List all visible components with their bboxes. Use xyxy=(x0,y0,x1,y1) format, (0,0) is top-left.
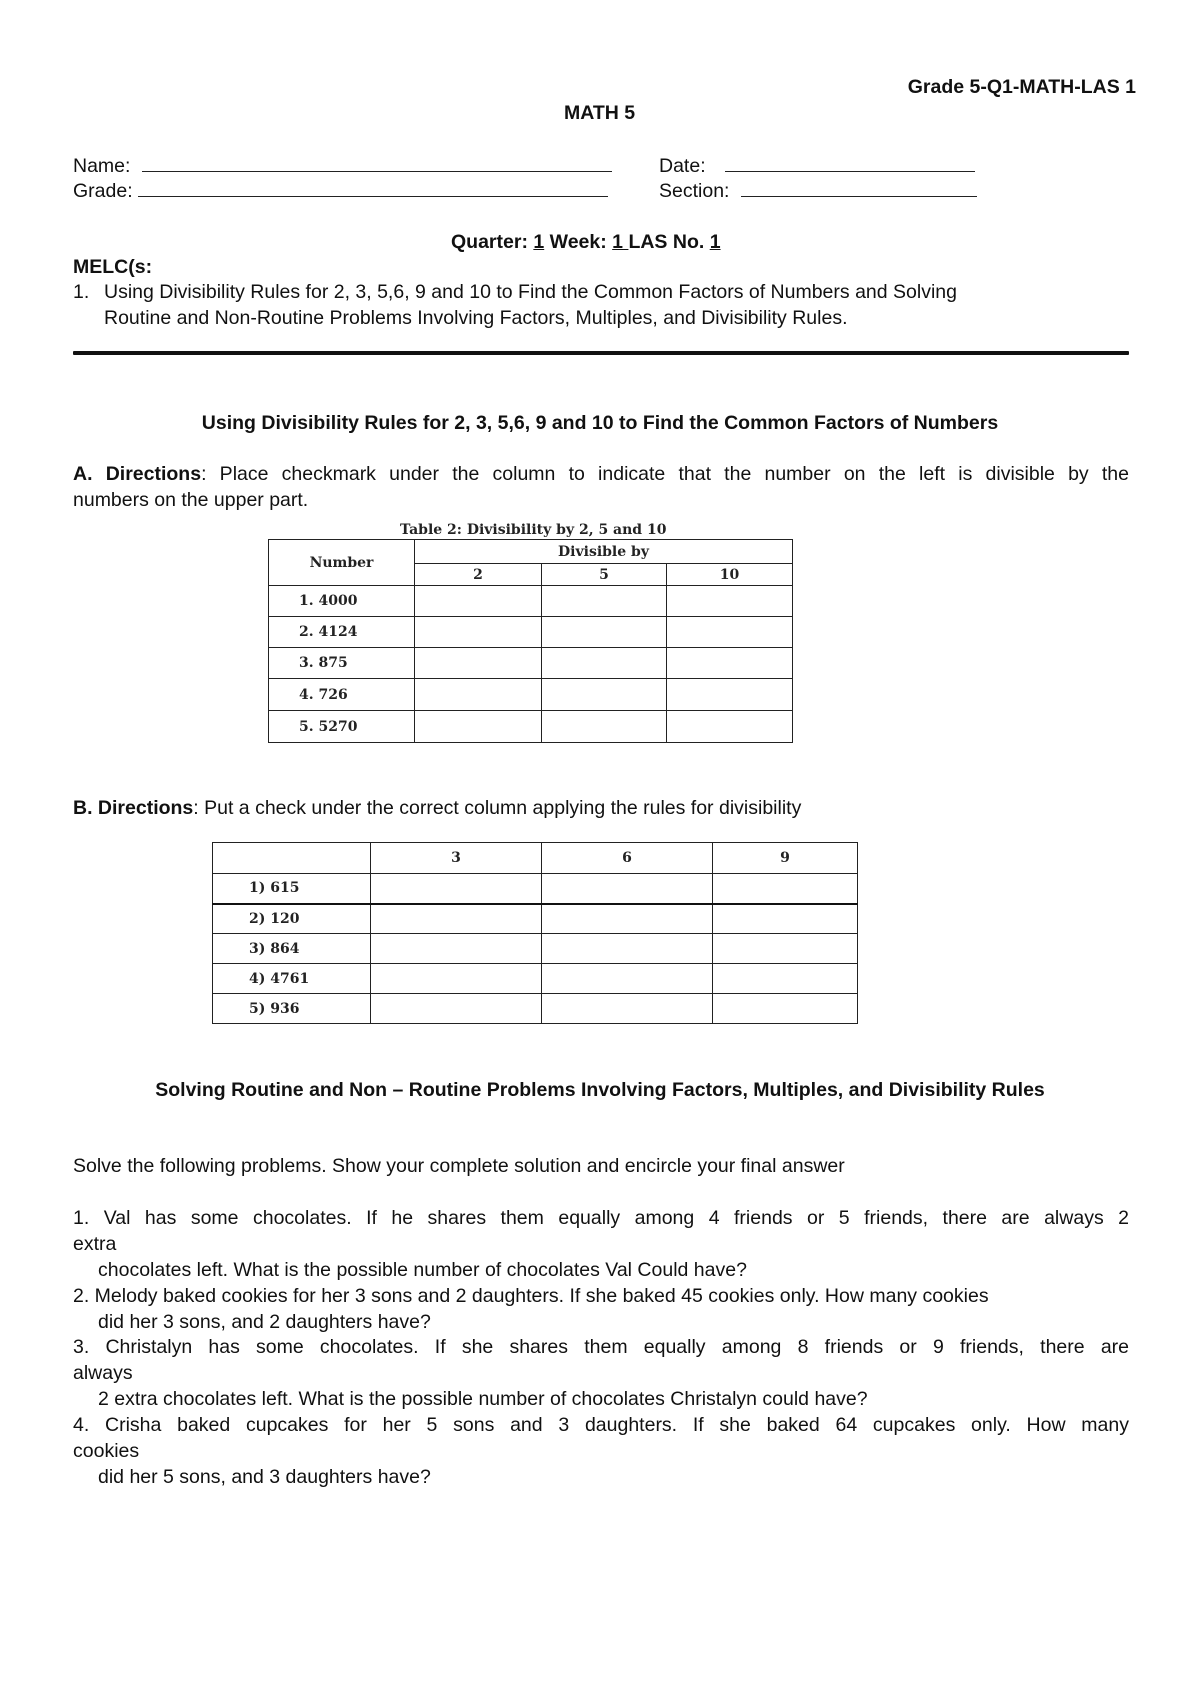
check-cell[interactable] xyxy=(371,964,542,994)
check-cell[interactable] xyxy=(542,874,713,904)
directions-a-label: A. Directions xyxy=(73,463,202,485)
subject-title: MATH 5 xyxy=(564,102,636,124)
name-label: Name: xyxy=(73,155,131,177)
table1-row-label: 1. 4000 xyxy=(269,586,415,617)
check-cell[interactable] xyxy=(371,874,542,904)
table1-row-label: 5. 5270 xyxy=(269,711,415,743)
directions-b xyxy=(73,795,801,821)
problems-instruction: Solve the following problems. Show your complete solution and encircle your final answer xyxy=(73,1155,845,1177)
problem-1-line2: extra xyxy=(73,1233,117,1255)
melc-item-number: 1. xyxy=(73,281,90,303)
grade-label: Grade: xyxy=(73,180,133,202)
check-cell[interactable] xyxy=(542,648,667,679)
table2-corner xyxy=(213,843,371,874)
problem-4-line1: 4. Crisha baked cupcakes for her 5 sons and 3 daughters. If she baked 64 cupcakes only. How many xyxy=(73,1414,1129,1436)
directions-b-label: B. Directions xyxy=(73,797,194,819)
check-cell[interactable] xyxy=(371,904,542,934)
check-cell[interactable] xyxy=(542,711,667,743)
check-cell[interactable] xyxy=(713,874,858,904)
check-cell[interactable] xyxy=(542,679,667,711)
check-cell[interactable] xyxy=(667,711,793,743)
problem-4-line3: did her 5 sons, and 3 daughters have? xyxy=(98,1466,431,1488)
table2-row-label: 3) 864 xyxy=(213,934,371,964)
problem-3-line1: 3. Christalyn has some chocolates. If she shares them equally among 8 friends or 9 friends, there are xyxy=(73,1336,1129,1358)
divisibility-table-2-5-10 xyxy=(268,539,793,743)
date-label: Date: xyxy=(659,155,706,177)
check-cell[interactable] xyxy=(542,994,713,1024)
table-row xyxy=(269,679,793,711)
table2-col-header: 6 xyxy=(542,843,713,874)
check-cell[interactable] xyxy=(667,617,793,648)
table-row xyxy=(213,964,858,994)
grade-blank[interactable] xyxy=(138,178,608,197)
table1-number-header: Number xyxy=(269,540,415,586)
table1-col-header: 10 xyxy=(667,564,793,586)
week-label: Week: xyxy=(549,231,607,253)
table-row xyxy=(269,711,793,743)
section1-title: Using Divisibility Rules for 2, 3, 5,6, 9 and 10 to Find the Common Factors of Numbers xyxy=(201,412,999,434)
quarter-label: Quarter: xyxy=(451,231,528,253)
check-cell[interactable] xyxy=(713,964,858,994)
problem-1-line3: chocolates left. What is the possible number of chocolates Val Could have? xyxy=(98,1259,747,1281)
date-field[interactable] xyxy=(659,153,975,179)
table1-row-label: 2. 4124 xyxy=(269,617,415,648)
check-cell[interactable] xyxy=(542,904,713,934)
check-cell[interactable] xyxy=(542,964,713,994)
check-cell[interactable] xyxy=(667,648,793,679)
section2-title: Solving Routine and Non – Routine Problems Involving Factors, Multiples, and Divisibility Rules xyxy=(155,1079,1045,1101)
table1-row-label: 4. 726 xyxy=(269,679,415,711)
check-cell[interactable] xyxy=(415,617,542,648)
quarter-value: 1 xyxy=(533,231,545,253)
table-row xyxy=(213,994,858,1024)
document-code: Grade 5-Q1-MATH-LAS 1 xyxy=(907,76,1136,98)
check-cell[interactable] xyxy=(542,586,667,617)
problem-3-line3: 2 extra chocolates left. What is the possible number of chocolates Christalyn could have? xyxy=(98,1388,868,1410)
grade-field[interactable] xyxy=(73,178,608,204)
table-row xyxy=(269,617,793,648)
divider-rule xyxy=(73,351,1129,355)
melc-item-line2: Routine and Non-Routine Problems Involving Factors, Multiples, and Divisibility Rules. xyxy=(104,307,848,329)
problem-4-line2: cookies xyxy=(73,1440,140,1462)
check-cell[interactable] xyxy=(542,934,713,964)
directions-b-text: : Put a check under the correct column applying the rules for divisibility xyxy=(193,797,802,819)
problem-3-line2: always xyxy=(73,1362,133,1384)
check-cell[interactable] xyxy=(415,679,542,711)
section-label: Section: xyxy=(659,180,730,202)
check-cell[interactable] xyxy=(713,904,858,934)
section-field[interactable] xyxy=(659,178,977,204)
problem-2-line2: did her 3 sons, and 2 daughters have? xyxy=(98,1311,431,1333)
check-cell[interactable] xyxy=(542,617,667,648)
table1-row-label: 3. 875 xyxy=(269,648,415,679)
check-cell[interactable] xyxy=(667,679,793,711)
week-value: 1 xyxy=(612,231,624,253)
table1-col-header: 2 xyxy=(415,564,542,586)
problem-2-line1: 2. Melody baked cookies for her 3 sons and 2 daughters. If she baked 45 cookies only. How many cookies xyxy=(73,1285,989,1307)
melc-heading: MELC(s: xyxy=(73,256,153,278)
directions-a-text: : Place checkmark under the column to indicate that the number on the left is divisible by the xyxy=(201,463,1129,485)
check-cell[interactable] xyxy=(371,934,542,964)
table-row xyxy=(213,874,858,904)
table1-col-header: 5 xyxy=(542,564,667,586)
check-cell[interactable] xyxy=(415,586,542,617)
melc-item-line1: Using Divisibility Rules for 2, 3, 5,6, 9 and 10 to Find the Common Factors of Numbers and Solving xyxy=(104,281,957,303)
check-cell[interactable] xyxy=(713,934,858,964)
check-cell[interactable] xyxy=(371,994,542,1024)
table-row xyxy=(213,934,858,964)
date-blank[interactable] xyxy=(725,153,975,172)
table2-row-label: 4) 4761 xyxy=(213,964,371,994)
las-label: LAS No. xyxy=(628,231,705,253)
section-blank[interactable] xyxy=(741,178,977,197)
divisibility-table-3-6-9 xyxy=(212,842,858,1024)
table-row xyxy=(269,586,793,617)
table2-col-header: 3 xyxy=(371,843,542,874)
check-cell[interactable] xyxy=(713,994,858,1024)
table2-row-label: 1) 615 xyxy=(213,874,371,904)
table1-group-header: Divisible by xyxy=(415,540,793,564)
quarter-line xyxy=(451,229,721,255)
check-cell[interactable] xyxy=(415,711,542,743)
table-row xyxy=(213,904,858,934)
directions-a-text-2: numbers on the upper part. xyxy=(73,489,309,511)
problem-1-line1: 1. Val has some chocolates. If he shares them equally among 4 friends or 5 friends, there are always 2 xyxy=(73,1207,1129,1229)
check-cell[interactable] xyxy=(667,586,793,617)
table2-col-header: 9 xyxy=(713,843,858,874)
table-row xyxy=(269,648,793,679)
table2-row-label: 5) 936 xyxy=(213,994,371,1024)
las-value: 1 xyxy=(709,231,721,253)
name-field[interactable] xyxy=(73,153,612,179)
table2-row-label: 2) 120 xyxy=(213,904,371,934)
table1-caption: Table 2: Divisibility by 2, 5 and 10 xyxy=(400,522,667,538)
check-cell[interactable] xyxy=(415,648,542,679)
directions-a xyxy=(73,461,1129,487)
name-blank[interactable] xyxy=(142,153,612,172)
